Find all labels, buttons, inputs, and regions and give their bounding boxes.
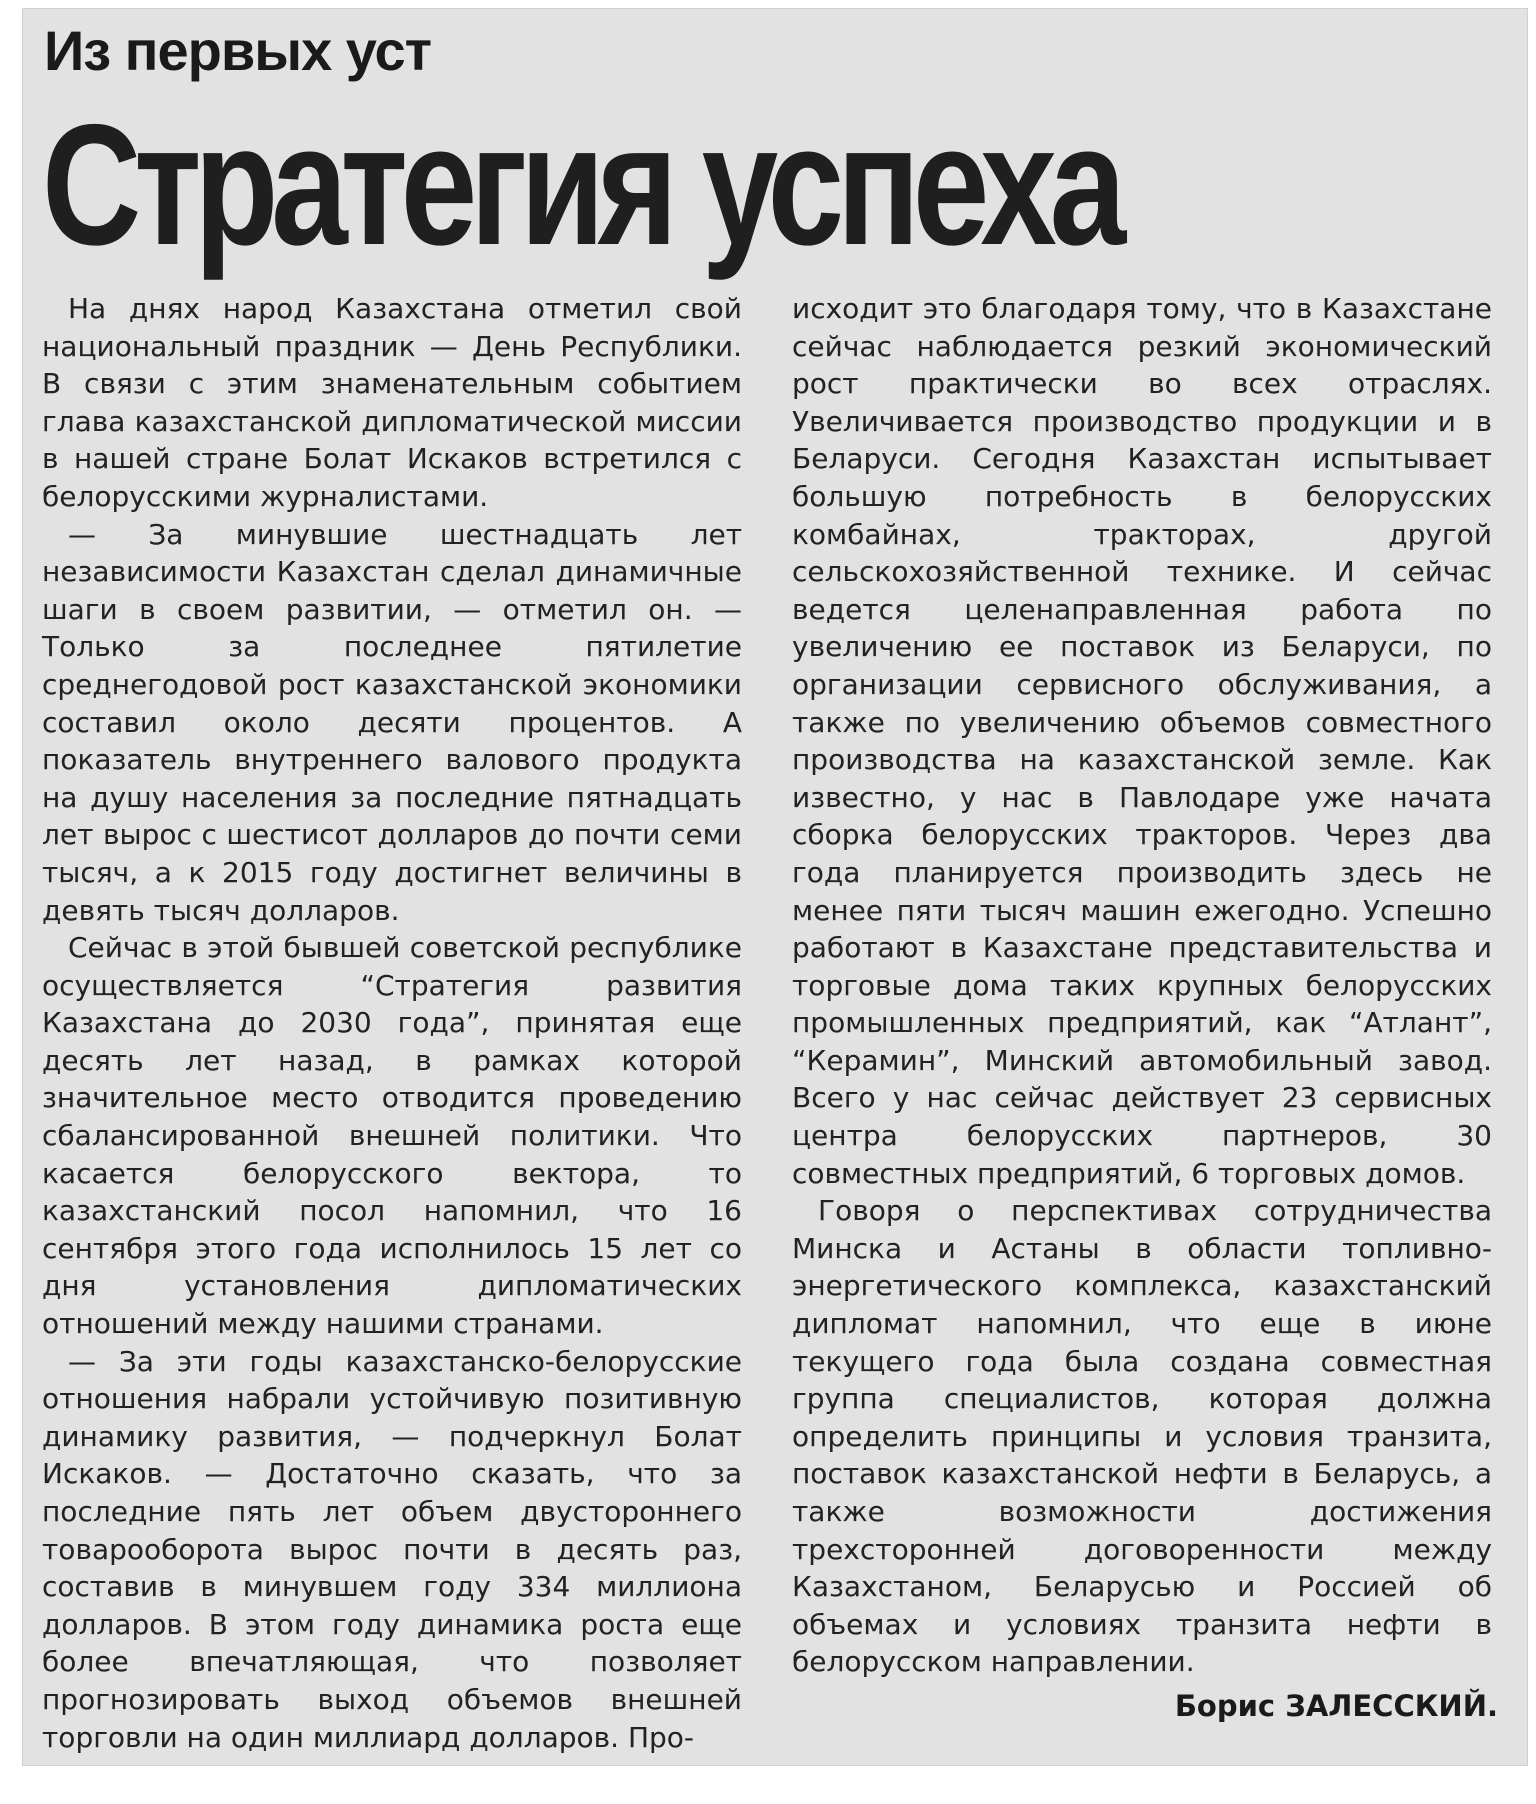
article-column-left: [42, 290, 742, 1754]
article-column-right: [792, 290, 1492, 1730]
headline: Стратегия успеха: [42, 89, 1119, 281]
rubric: Из первых уст: [44, 19, 432, 82]
paragraph: исходит это благодаря тому, что в Казахстане сейчас наблюдается резкий экономический рост практически во всех отраслях. Увеличивается производство продукции и в Беларуси. Сегодня Казахстан испытывает большую потребность в белорусских комбайнах, тракторах, другой сельскохозяйственной технике. И сейчас ведется целенаправленная работа по увеличению ее поставок из Беларуси, по организации сервисного обслуживания, а также по увеличению объемов совместного производства на казахстанской земле. Как известно, у нас в Павлодаре уже начата сборка белорусских тракторов. Через два года планируется производить здесь не менее пяти тысяч машин ежегодно. Успешно работают в Казахстане представительства и торговые дома таких крупных белорусских промышленных предприятий, как “Атлант”, “Керамин”, Минский автомобильный завод. Всего у нас сейчас действует 23 сервисных центра белорусских партнеров, 30 совместных предприятий, 6 торговых домов.: [792, 292, 1492, 1190]
paragraph: — За минувшие шестнадцать лет независимости Казахстан сделал динамичные шаги в своем развитии, — отметил он. — Только за последнее пятилетие среднегодовой рост казахстанской экономики составил около десяти процентов. А показатель внутреннего валового продукта на душу населения за последние пятнадцать лет вырос с шестисот долларов до почти семи тысяч, а к 2015 году достигнет величины в девять тысяч долларов.: [42, 517, 742, 927]
paragraph: На днях народ Казахстана отметил свой национальный праздник — День Республики. В связи с этим знаменательным событием глава казахстанской дипломатической миссии в нашей стране Болат Искаков встретился с белорусскими журналистами.: [42, 292, 742, 513]
newspaper-clipping: [22, 8, 1528, 1766]
paragraph: — За эти годы казахстанско-белорусские отношения набрали устойчивую позитивную динамику развития, — подчеркнул Болат Искаков. — Достаточно сказать, что за последние пять лет объем двустороннего товарооборота вырос почти в десять раз, составив в минувшем году 334 миллиона долларов. В этом году динамика роста еще более впечатляющая, что позволяет прогнозировать выход объемов внешней торговли на один миллиард долларов. Про-: [42, 1344, 742, 1754]
paragraph: Говоря о перспективах сотрудничества Минска и Астаны в области топливно-энергетического комплекса, казахстанский дипломат напомнил, что еще в июне текущего года была создана совместная группа специалистов, которая должна определить принципы и условия транзита, поставок казахстанской нефти в Беларусь, а также возможности достижения трехсторонней договоренности между Казахстаном, Беларусью и Россией об объемах и условиях транзита нефти в белорусском направлении.: [792, 1194, 1492, 1679]
byline: Борис ЗАЛЕССКИЙ.: [1174, 1689, 1498, 1723]
paragraph: Сейчас в этой бывшей советской республике осуществляется “Стратегия развития Казахстана до 2030 года”, принятая еще десять лет назад, в рамках которой значительное место отводится проведению сбалансированной внешней политики. Что касается белорусского вектора, то казахстанский посол напомнил, что 16 сентября этого года исполнилось 15 лет со дня установления дипломатических отношений между нашими странами.: [42, 931, 742, 1341]
